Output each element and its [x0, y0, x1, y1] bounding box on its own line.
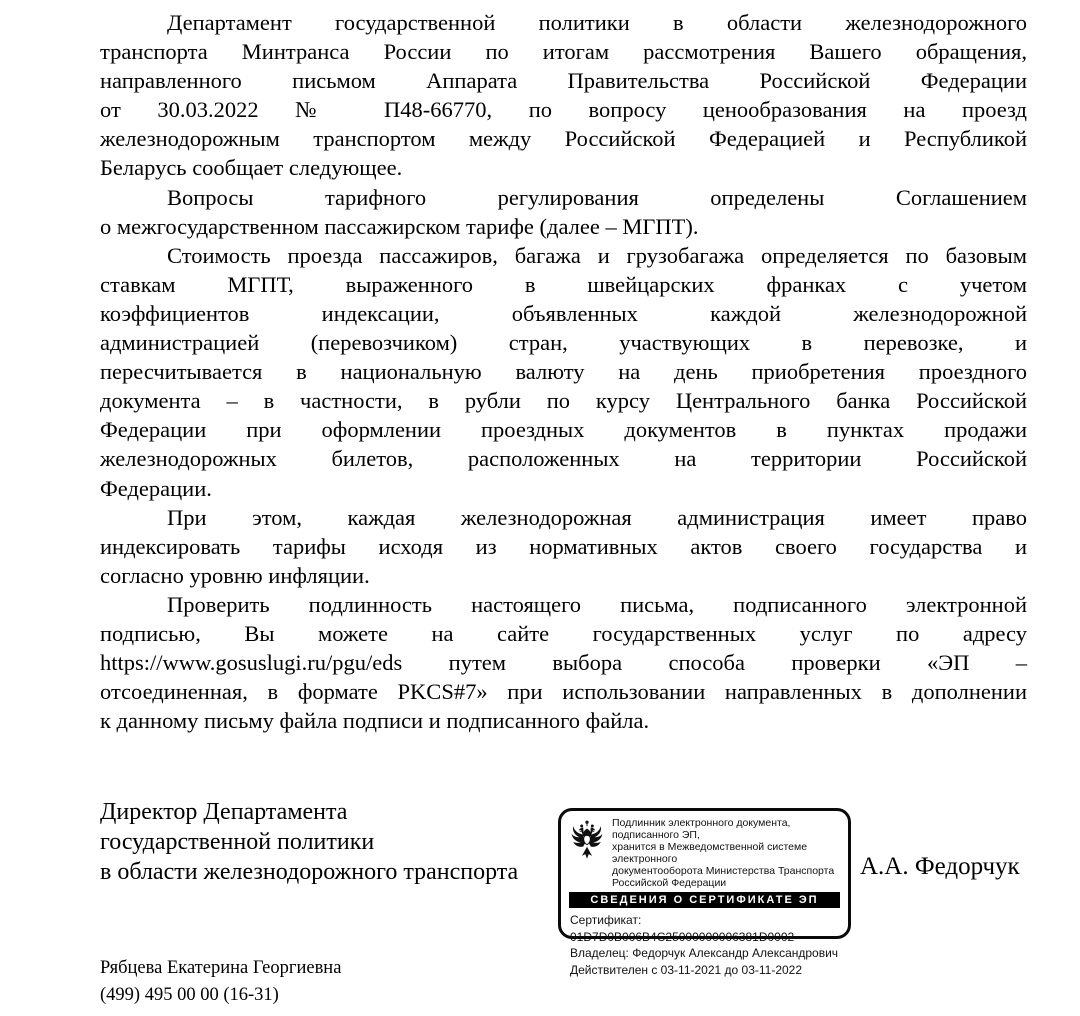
- stamp-authenticity-note: [612, 817, 843, 889]
- stamp-header: [561, 811, 848, 889]
- text-line: Подлинник электронного документа, подписанного ЭП,: [612, 817, 791, 841]
- text-line: от 30.03.2022 № П48-66770, по вопросу ценообразования на проезд: [100, 97, 1027, 123]
- text-line: администрацией (перевозчиком) стран, участвующих в перевозке, и: [100, 330, 1027, 356]
- text-line: железнодорожным транспортом между Российской Федерацией и Республикой: [100, 126, 1027, 152]
- executor-name: Рябцева Екатерина Георгиевна: [100, 958, 342, 978]
- signer-position: [100, 797, 570, 887]
- text-line: железнодорожных билетов, расположенных на территории Российской: [100, 446, 1027, 472]
- certificate-value: 01D7D0B006B4C25000000006381D0002: [570, 929, 795, 944]
- text-line: согласно уровню инфляции.: [100, 562, 370, 588]
- text-line: транспорта Минтранса России по итогам рассмотрения Вашего обращения,: [100, 39, 1027, 65]
- text-line: к данному письму файла подписи и подписанного файла.: [100, 708, 650, 734]
- text-line: При этом, каждая железнодорожная администрация имеет право: [167, 504, 1027, 530]
- stamp-certificate-details: [561, 910, 848, 978]
- executor-phone: (499) 495 00 00 (16-31): [100, 985, 279, 1005]
- text-line: о межгосударственном пассажирском тарифе (далее – МГПТ).: [100, 213, 699, 239]
- text-line: хранится в Межведомственной системе электронного: [612, 841, 808, 865]
- text-line: Вопросы тарифного регулирования определены Соглашением: [167, 184, 1027, 210]
- text-line: Стоимость проезда пассажиров, багажа и грузобагажа определяется по базовым: [167, 242, 1027, 268]
- owner-label: Владелец:: [570, 946, 629, 960]
- text-line: Федерации при оформлении проездных документов в пунктах продажи: [100, 417, 1027, 443]
- text-line: государственной политики: [100, 829, 375, 855]
- text-line: индексировать тарифы исходя из нормативных актов своего государства и: [100, 533, 1027, 559]
- text-line: Проверить подлинность настоящего письма, подписанного электронной: [167, 591, 1027, 617]
- paragraph: [100, 241, 1027, 503]
- stamp-certificate-title: СВЕДЕНИЯ О СЕРТИФИКАТЕ ЭП: [569, 892, 840, 908]
- executor-contact: [100, 955, 341, 1009]
- certificate-number-line: [570, 912, 840, 945]
- letter-body: [100, 8, 1027, 735]
- text-line: Федерации.: [100, 475, 212, 501]
- text-line: отсоединенная, в формате PKCS#7» при использовании направленных в дополнении: [100, 679, 1027, 705]
- certificate-validity-line: Действителен с 03-11-2021 до 03-11-2022: [570, 962, 803, 977]
- text-line: пересчитывается в национальную валюту на день приобретения проездного: [100, 359, 1027, 385]
- text-line: документа – в частности, в рубли по курсу Центрального банка Российской: [100, 388, 1027, 414]
- russian-coat-of-arms-icon: [571, 819, 603, 865]
- text-line: подписью, Вы можете на сайте государственных услуг по адресу: [100, 620, 1027, 646]
- text-line: коэффициентов индексации, объявленных каждой железнодорожной: [100, 300, 1027, 326]
- text-line: направленного письмом Аппарата Правительства Российской Федерации: [100, 68, 1027, 94]
- text-line: https://www.gosuslugi.ru/pgu/eds путем выбора способа проверки «ЭП –: [100, 650, 1027, 676]
- text-line: Российской Федерации: [612, 877, 727, 889]
- paragraph: [100, 503, 1027, 590]
- text-line: Директор Департамента: [100, 799, 348, 825]
- paragraph: [100, 183, 1027, 241]
- paragraph: [100, 8, 1027, 183]
- paragraph: [100, 590, 1027, 735]
- digital-signature-stamp: [558, 808, 851, 977]
- text-line: ставкам МГПТ, выраженного в швейцарских франках с учетом: [100, 271, 1027, 297]
- certificate-owner-line: [570, 945, 840, 962]
- text-line: Департамент государственной политики в области железнодорожного: [167, 10, 1027, 35]
- text-line: документооборота Министерства Транспорта: [612, 865, 835, 877]
- signer-name: А.А. Федорчук: [860, 853, 1020, 880]
- certificate-label: Сертификат:: [570, 913, 642, 927]
- text-line: Беларусь сообщает следующее.: [100, 155, 403, 181]
- owner-value: Федорчук Александр Александрович: [632, 946, 839, 960]
- text-line: в области железнодорожного транспорта: [100, 859, 519, 885]
